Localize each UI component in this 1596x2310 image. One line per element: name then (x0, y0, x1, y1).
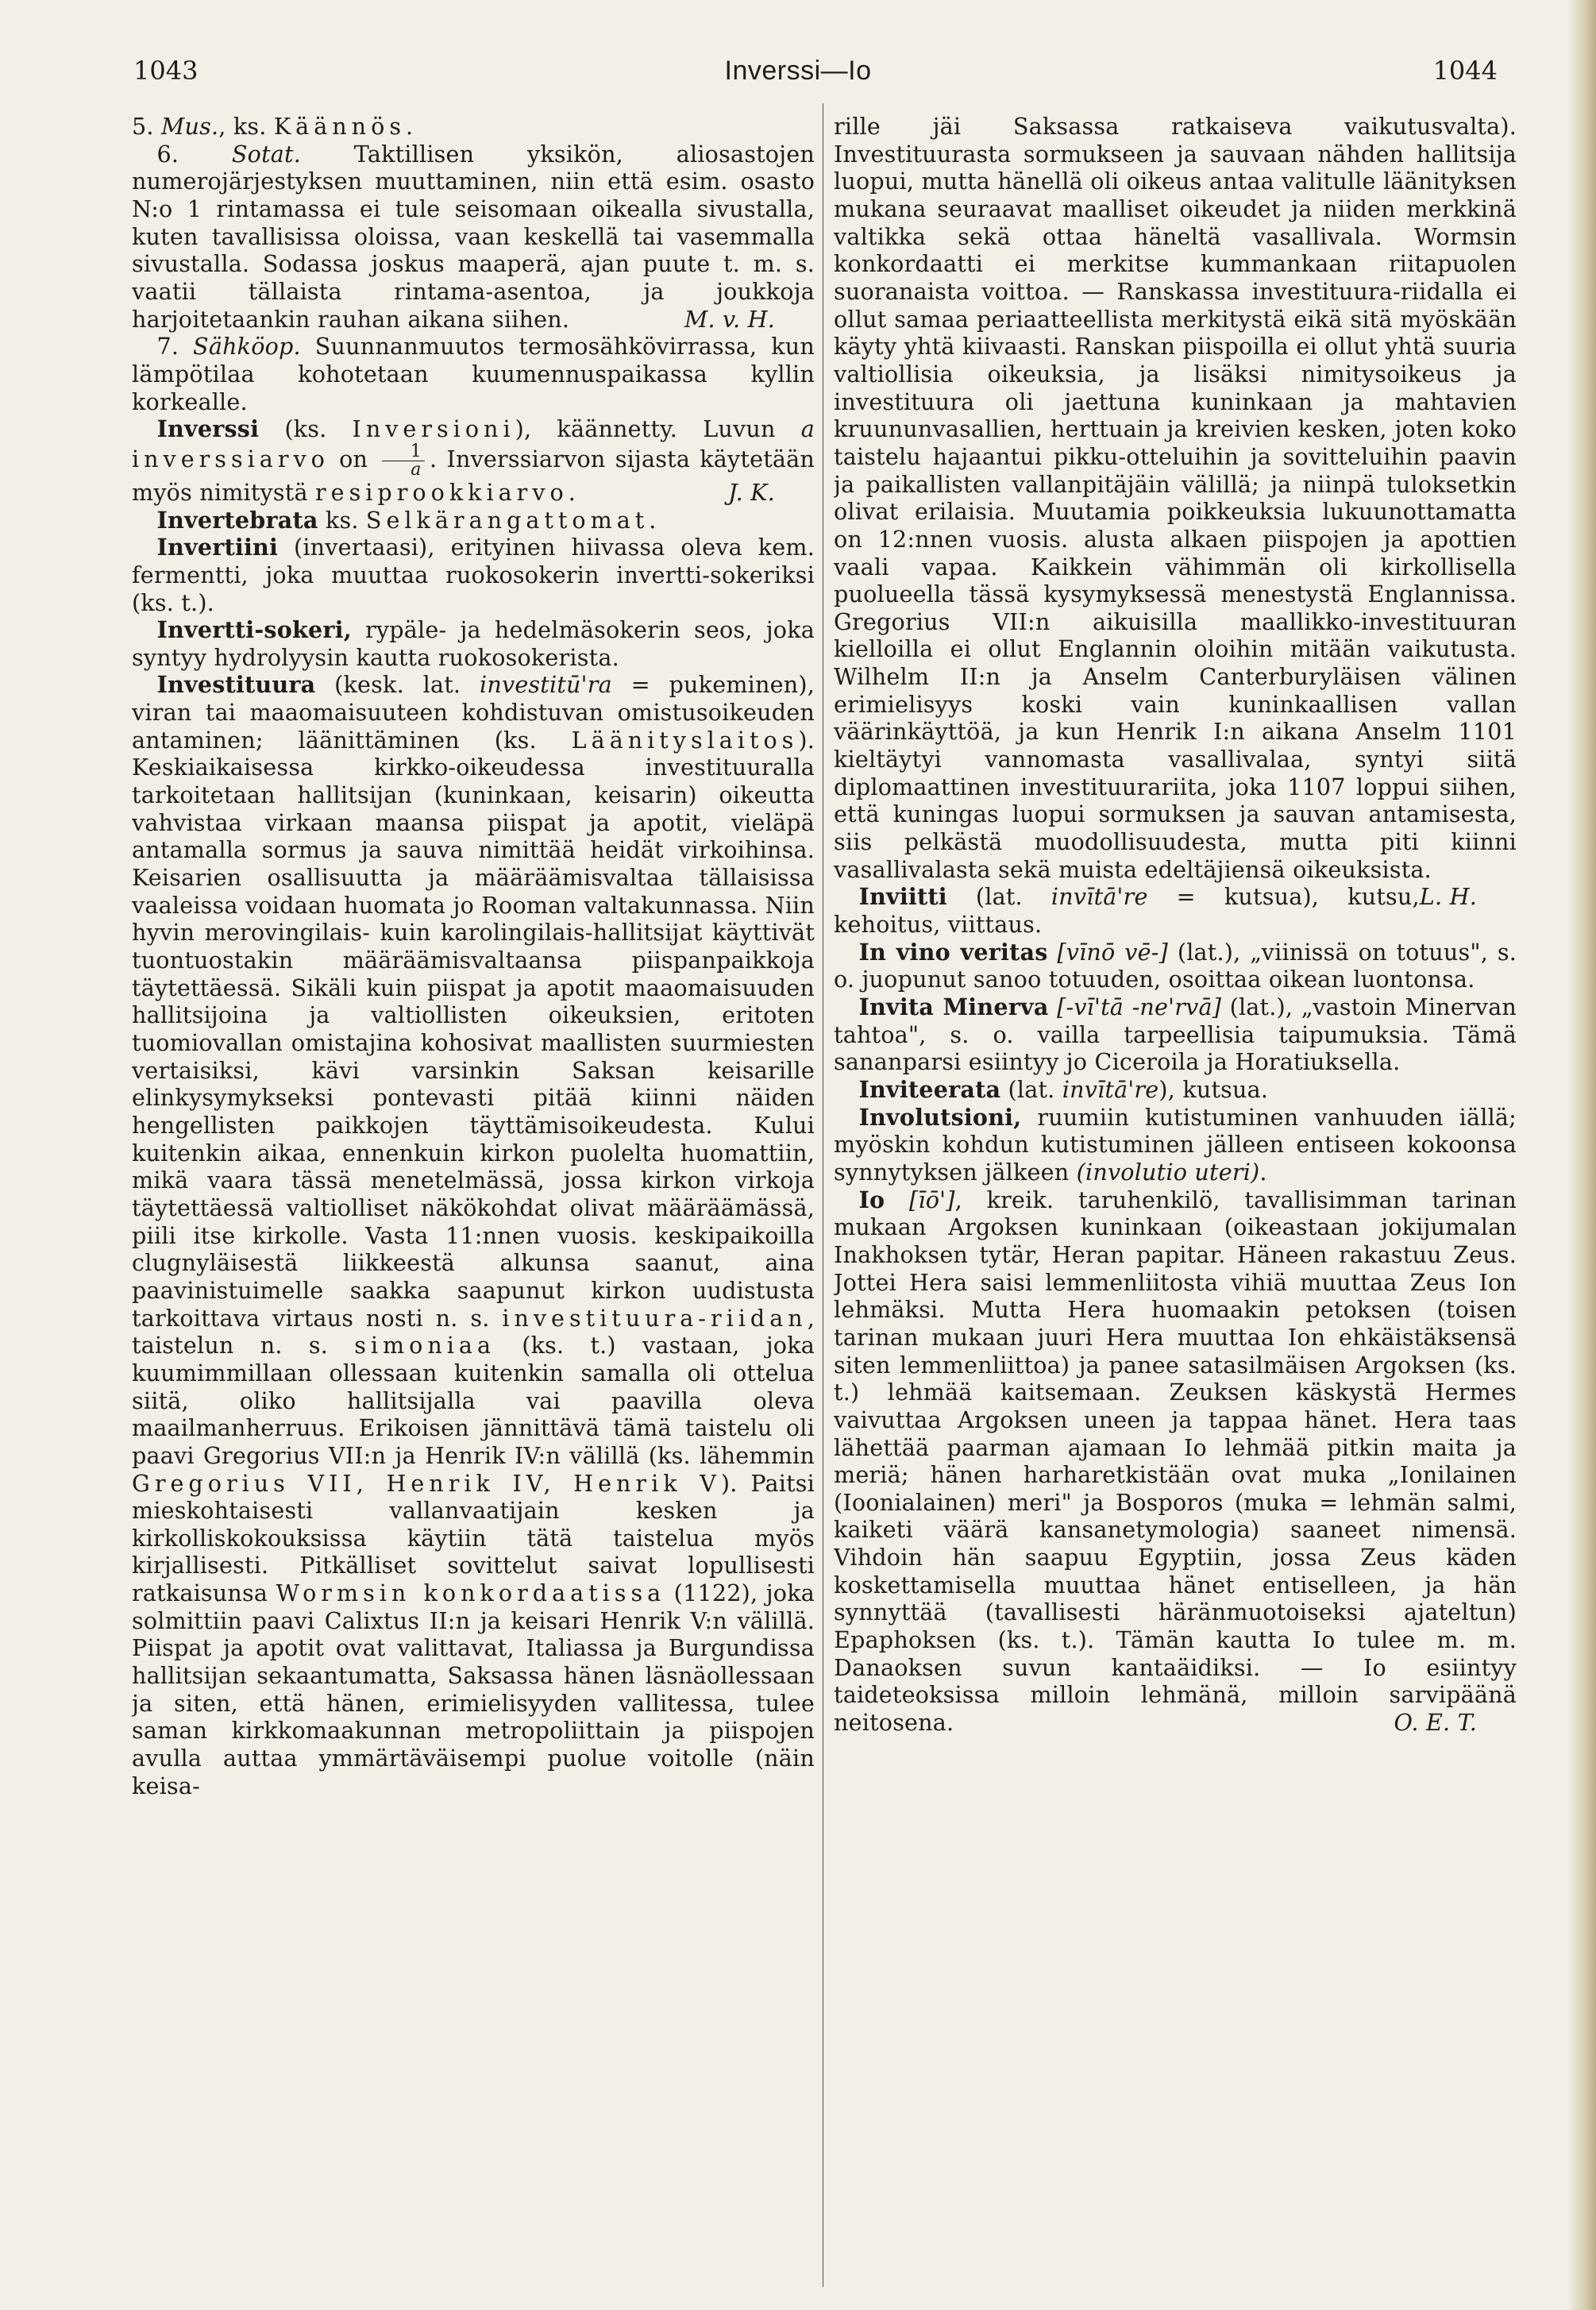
entry-text: Sähköop. (193, 333, 301, 361)
entry-in-vino-veritas (834, 939, 1517, 993)
author-signature: L. H. (1419, 883, 1477, 911)
entry-headword: Invertti-sokeri, (156, 616, 352, 644)
entry-text: Inversioni (352, 415, 515, 443)
left-column (132, 113, 815, 2289)
entry-headword: Invertebrata (156, 506, 318, 534)
entry-headword: Inviitti (858, 883, 947, 911)
entry-invertebrata (132, 507, 815, 534)
entry-headword: Involutsioni, (858, 1103, 1022, 1131)
entry-subsense-5 (132, 113, 815, 141)
entry-headword: In vino veritas (858, 938, 1048, 966)
entry-text: a (411, 459, 422, 480)
entry-text: Taktillisen yksikön, aliosastojen numerojärjestyksen muuttaminen, niin että esim. osasto N:o 1 rintamassa ei tule seisomaan oikealla sivustalla, kuten tavallisissa oloissa, vaan keskellä tai vasemmalla sivustalla. Sodassa joskus maaperä, ajan puute t. m. s. vaatii tällaista rintama-asentoa, ja joukkoja harjoitetaankin rauhan aikana siihen. (132, 140, 815, 333)
entry-text: . Inverssiarvon sijasta käytetään myös nimitystä (132, 445, 815, 506)
entry-text: . (649, 506, 657, 534)
entry-text: 1 (382, 443, 425, 461)
entry-text: (1122), joka solmittiin paavi Calixtus II:n ja keisari Henrik V:n välillä. Piispat ja apotit ovat valittavat, Italiassa ja Burgundissa hallitsijan sekaantumatta, Saksassa hänen läsnäollessaan ja siten, että hänen, erimielisyyden vallitessa, tulee saman kirkkomaakunnan metropoliittain ja piispojen avulla auttaa ymmärtäväisempi puolue voitolle (näin keisa- (132, 1579, 815, 1799)
entry-inviitti (834, 883, 1517, 938)
entry-text: [īō'] (909, 1186, 955, 1213)
entry-text: = kutsua), kutsu, kehoitus, viittaus. (834, 883, 1420, 939)
entry-text: [vīnō vē-] (1057, 938, 1168, 966)
entry-text: (ks. t.) vastaan, joka kuumimmillaan ollessaan kuitenkin samalla oli ottelua siitä, oliko hallitsijalla vai paavilla oleva maailmanherruus. Erikoisen jännittävä tämä taistelu oli paavi Gregorius VII:n ja Henrik IV:n välillä (ks. lähemmin (132, 1332, 815, 1469)
page-header (0, 56, 1596, 95)
entry-text: ). Paitsi mieskohtaisesti vallanvaatijain kesken ja kirkolliskokouksissa käytiin tätä taistelua myös kirjallisesti. Pitkälliset sovittelut saivat lopullisesti ratkaisunsa (132, 1469, 815, 1607)
entry-text: = pukeminen), viran tai maaomaisuuteen kohdistuvan omistusoikeuden antaminen; läänittäminen (ks. (132, 671, 815, 754)
entry-text: (lat.), „viinissä on totuus", s. o. juopunut sanoo totuuden, osoittaa oikean luontonsa. (834, 938, 1517, 993)
entry-text: 6. (156, 140, 232, 168)
author-signature: M. v. H. (684, 305, 775, 333)
entry-text: (invertaasi), erityinen hiivassa oleva kem. fermentti, joka muuttaa ruokosokerin (132, 534, 815, 588)
entry-invertti-sokeri (132, 616, 815, 671)
entry-text: ), kutsua. (1158, 1075, 1269, 1103)
entry-text: resiprookkiarvo (315, 478, 569, 506)
entry-text: Läänityslaitos (571, 726, 799, 754)
entry-text: simoniaa (354, 1332, 496, 1359)
entry-headword: Inviteerata (858, 1075, 1001, 1103)
entry-text: , taistelun n. s. (132, 1304, 815, 1359)
entry-headword: Invertiini (156, 534, 279, 561)
entry-text: 5. (132, 113, 161, 140)
entry-text: Suunnanmuutos termosähkövirrassa, kun lämpötilaa kohotetaan kuumennuspaikassa kyllin korkealle. (132, 333, 815, 415)
entry-text: (lat. (946, 883, 1051, 911)
entry-text: invītā're (1051, 883, 1148, 911)
entry-text: invertti-sokeriksi (616, 561, 815, 588)
entry-text: 7. (156, 333, 194, 361)
entry-text: Mus. (160, 113, 219, 140)
entry-text: rille jäi Saksassa ratkaiseva vaikutusvalta). Investituurasta sormukseen ja sauvaan nähden hallitsija luopui, mutta hänellä oli oikeus antaa valitulle läänityksen mukana seuraavat maalliset oikeudet ja niiden merkkinä valtikka sekä ottaa häneltä vasallivala. Wormsin konkordaatti ei merkitse kummankaan riitapuolen suoranaista voittoa. — Ranskassa investituura-riidalla ei ollut samaa periaatteellista merkitystä eikä sitä myöskään käyty yhtä kiivaasti. Ranskan piispoilla ei ollut yhtä suuria valtiollisia oikeuksia, ja lisäksi nimitysoikeus ja investituura oli jaettuna kuninkaan ja mahtavien kruununvasallien, herttuain ja kreivien kesken, joten koko taistelu hajaantui pikku-otteluihin ja sovitteluihin paavin ja paikallisten vallanpitäjäin välillä; ja niinpä tuloksetkin olivat erilaisia. Muutamia poikkeuksia lukuunottamatta on 12:nnen vuosis. alusta alkaen piispojen ja apottien vaali vapaa. Kaikkein vähimmän oli kirkollisella puolueella tässä kysymyksessä menestystä Englannissa. Gregorius VII:n aikuisilla maallikko-investituuran kielloilla ei ollut Englannin oloihin mitään vaikutusta. Wilhelm II:n ja Anselm Canterburyläisen välinen erimielisyys koski vain kuninkaallisen vallan väärinkäyttöä, ja kun Henrik I:n aikana Anselm 1101 kieltäytyi vannomasta vasallivalaa, syntyi siitä diplomaattinen investituurariita, joka 1107 loppui siihen, että kuningas luopui sormuksen ja sauvan antamisesta, siis pelkästä muodollisuudesta, mutta piti kiinni vasallivalasta sekä muista edeltäjiensä oikeuksista. (834, 113, 1517, 883)
entry-text: Wormsin konkordaatissa (276, 1579, 666, 1607)
entry-investituura (132, 671, 815, 1799)
entry-text: invītā're (1062, 1075, 1159, 1103)
right-column (834, 113, 1517, 2289)
entry-headword: Inverssi (156, 415, 260, 443)
entry-text: Käännös (273, 113, 406, 140)
entry-text: [-vī'tā -ne'rvā] (1057, 993, 1222, 1020)
entry-text: . (568, 478, 576, 506)
entry-text: ks. (318, 506, 366, 534)
page-edge-shadow (1567, 0, 1596, 2310)
entry-text: (lat. (1000, 1075, 1062, 1103)
entry-text: ). Keskiaikaisessa kirkko-oikeudessa investituuralla tarkoitetaan hallitsijan (kuninkaan, keisarin) oikeutta vahvistaa virkaan maansa piispat ja apotit, vieläpä antamalla sormus ja sauva nimittää heidät virkoihinsa. Keisarien osallisuutta ja määräämisvaltaa tällaisissa vaaleissa voidaan huomata jo Rooman valtakunnassa. Niin hyvin merovingilais- kuin karolingilais-hallitsijat käyttivät tuontuostakin määräämisvaltaansa piispanpaikkoja täytettäessä. Sikäli kuin piispat ja apotit maaomaisuuden hallitsijoina ja valtiollisten oikeuksien, eritoten tuomiovallan omistajina kohosivat maallisten suurmiesten vertaisiksi, kävi varsinkin Saksan keisarille elinkysymykseksi pontevasti pitää kiinni näiden hengellisten paikkojen täyttämisoikeudesta. Kului kuitenkin aikaa, ennenkuin kirkon puolelta huomattiin, mikä vaara tässä menetelmässä, jossa kirkon virkoja täytettäessä valtiolliset näkökohdat olivat määräämässä, piili itse kirkolle. Vasta 11:nnen vuosis. keskipaikoilla clugnyläisestä liikkeestä alkunsa saanut, aina paavinistuimelle saakka saapunut kirkon uudistusta tarkoittava virtaus nosti n. s. (132, 726, 815, 1332)
entry-headword: Io (858, 1186, 885, 1213)
entry-involutsioni (834, 1104, 1517, 1186)
entry-invita-minerva (834, 993, 1517, 1076)
entry-subsense-7 (132, 333, 815, 415)
entry-io (834, 1186, 1517, 1737)
entry-text: on (329, 445, 378, 472)
entry-text: (involutio uteri) (1076, 1158, 1260, 1186)
entry-text: (kesk. lat. (315, 671, 480, 699)
entry-text: (ks. (259, 415, 353, 443)
fraction (382, 443, 425, 479)
entry-text: , ks. (218, 113, 274, 140)
entry-text: Gregorius VII, Henrik IV, Henrik V (132, 1469, 721, 1497)
entry-invertiini (132, 534, 815, 616)
page-number-right: 1044 (1432, 56, 1498, 86)
entry-subsense-6 (132, 141, 815, 334)
entry-headword: Investituura (156, 671, 316, 699)
entry-text: Sotat. (231, 140, 302, 168)
author-signature: O. E. T. (1394, 1709, 1477, 1737)
entry-text: a (800, 415, 815, 443)
entry-text: investituura-riidan (502, 1304, 808, 1332)
running-head: Inverssi—Io (724, 56, 872, 86)
page-number-left: 1043 (133, 56, 199, 86)
entry-text: inverssiarvo (132, 445, 330, 472)
entry-text: rypäle- ja hedelmäsokerin seos, joka syntyy hydrolyysin kautta ruokosokerista. (132, 616, 815, 671)
entry-text: (ks. t.). (132, 588, 214, 616)
entry-text: ruumiin kutistuminen vanhuuden iällä; myöskin kohdun kutistuminen jälleen entiseen kokoonsa synnytyksen jälkeen (834, 1103, 1517, 1186)
entry-text: . (406, 113, 414, 140)
entry-inviteerata (834, 1076, 1517, 1104)
entry-text: . (1259, 1158, 1267, 1186)
entry-text: (lat.), „vastoin Minervan tahtoa", s. o. vailla tarpeellisia taipumuksia. Tämä sananparsi esiintyy jo Ciceroila ja Horatiuksella. (834, 993, 1517, 1076)
author-signature: J. K. (728, 478, 775, 506)
entry-headword: Invita Minerva (858, 993, 1049, 1020)
entry-inverssi (132, 415, 815, 506)
entry-text: ), käännetty. Luvun (515, 415, 801, 443)
entry-text: Selkärangattomat (365, 506, 650, 534)
entry-text: investitū'ra (480, 671, 612, 699)
entry-text: , kreik. taruhenkilö, tavallisimman tarinan mukaan Argoksen kuninkaan (oikeastaan jokijumalan Inakhoksen tytär, Heran papitar. Häneen rakastuu Zeus. Jottei Hera saisi lemmenliitosta vihiä muuttaa Zeus Ion lehmäksi. Mutta Hera huomaakin petoksen (toisen tarinan mukaan juuri Hera muuttaa Ion ehkäistäksensä siten lemmenliittoa) ja panee satasilmäisen Argoksen (ks. t.) lehmää kaitsemaan. Zeuksen käskystä Hermes vaivuttaa Argoksen uneen ja tappaa hänet. Hera taas lähettää paarman ajamaan Io lehmää pitkin maita ja meriä; hänen harharetkistään ovat muka „Ionilainen (Ioonialainen) meri" ja Bosporos (muka = lehmän salmi, kaiketi väärä kansanetymologia) saaneet nimensä. Vihdoin hän saapuu Egyptiin, jossa Zeus käden koskettamisella muuttaa hänet entiselleen, ja hän synnyttää (tavallisesti häränmuotoiseksi ajateltun) Epaphoksen (ks. t.). Tämän kautta Io tulee m. m. Danaoksen suvun kantaäidiksi. — Io esiintyy taideteoksissa milloin lehmänä, milloin sarvipäänä neitosena. (834, 1186, 1517, 1737)
